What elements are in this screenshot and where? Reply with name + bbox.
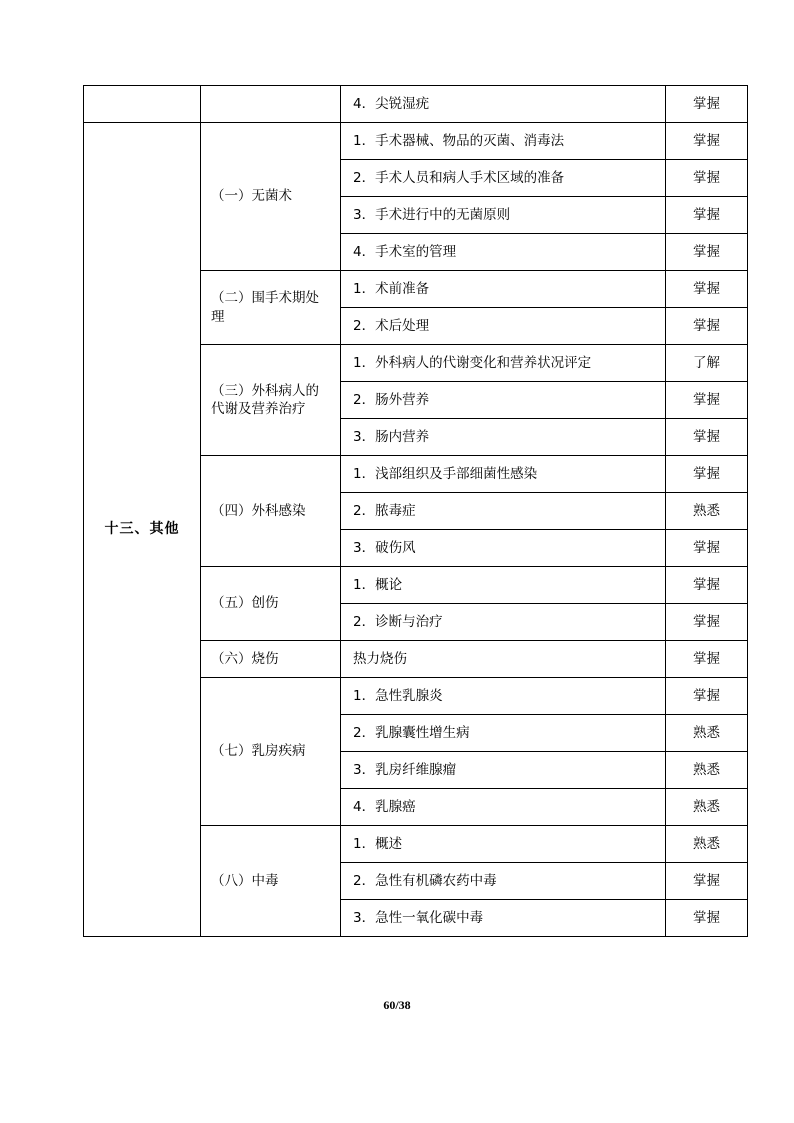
item-cell: 1．术前准备: [341, 271, 666, 308]
item-cell: 1．急性乳腺炎: [341, 678, 666, 715]
page-number: 60/38: [383, 998, 411, 1012]
level-cell: 了解: [666, 345, 748, 382]
item-cell: 3．手术进行中的无菌原则: [341, 197, 666, 234]
level-cell: 熟悉: [666, 715, 748, 752]
item-cell: 3．破伤风: [341, 530, 666, 567]
section-cell: （六）烧伤: [201, 641, 341, 678]
level-cell: 掌握: [666, 604, 748, 641]
level-cell: 掌握: [666, 123, 748, 160]
level-cell: 掌握: [666, 419, 748, 456]
item-cell: 3．肠内营养: [341, 419, 666, 456]
level-cell: 掌握: [666, 900, 748, 937]
level-cell: 掌握: [666, 197, 748, 234]
table-row: [84, 123, 748, 160]
item-cell: 1．浅部组织及手部细菌性感染: [341, 456, 666, 493]
level-cell: 掌握: [666, 567, 748, 604]
item-cell: 1．概论: [341, 567, 666, 604]
item-cell: 热力烧伤: [341, 641, 666, 678]
level-cell: 掌握: [666, 641, 748, 678]
item-cell: 2．乳腺囊性增生病: [341, 715, 666, 752]
section-cell: （二）围手术期处理: [201, 271, 341, 345]
syllabus-table: [83, 85, 748, 937]
section-cell: （七）乳房疾病: [201, 678, 341, 826]
level-cell: 掌握: [666, 308, 748, 345]
item-cell: 4．乳腺癌: [341, 789, 666, 826]
item-cell: 2．手术人员和病人手术区域的准备: [341, 160, 666, 197]
item-cell: 1．概述: [341, 826, 666, 863]
section-cell: （八）中毒: [201, 826, 341, 937]
item-cell: 1．手术器械、物品的灭菌、消毒法: [341, 123, 666, 160]
level-cell: 掌握: [666, 271, 748, 308]
item-cell: 4．手术室的管理: [341, 234, 666, 271]
level-cell: 掌握: [666, 530, 748, 567]
table-row: [84, 86, 748, 123]
item-cell: 2．急性有机磷农药中毒: [341, 863, 666, 900]
item-cell: 1．外科病人的代谢变化和营养状况评定: [341, 345, 666, 382]
level-cell: 熟悉: [666, 493, 748, 530]
item-cell: 4．尖锐湿疣: [341, 86, 666, 123]
level-cell: 熟悉: [666, 826, 748, 863]
table-body: [84, 86, 748, 937]
item-cell: 2．术后处理: [341, 308, 666, 345]
level-cell: 掌握: [666, 678, 748, 715]
section-cell-empty: [201, 86, 341, 123]
item-cell: 3．急性一氧化碳中毒: [341, 900, 666, 937]
section-cell: （四）外科感染: [201, 456, 341, 567]
level-cell: 掌握: [666, 234, 748, 271]
level-cell: 掌握: [666, 382, 748, 419]
item-cell: 2．脓毒症: [341, 493, 666, 530]
level-cell: 掌握: [666, 456, 748, 493]
item-cell: 2．肠外营养: [341, 382, 666, 419]
level-cell: 掌握: [666, 863, 748, 900]
item-cell: 3．乳房纤维腺瘤: [341, 752, 666, 789]
level-cell: 掌握: [666, 160, 748, 197]
section-cell: （五）创伤: [201, 567, 341, 641]
chapter-cell: 十三、其他: [84, 123, 201, 937]
level-cell: 熟悉: [666, 752, 748, 789]
chapter-cell-empty: [84, 86, 201, 123]
item-cell: 2．诊断与治疗: [341, 604, 666, 641]
section-cell: （一）无菌术: [201, 123, 341, 271]
section-cell: （三）外科病人的代谢及营养治疗: [201, 345, 341, 456]
level-cell: 熟悉: [666, 789, 748, 826]
level-cell: 掌握: [666, 86, 748, 123]
